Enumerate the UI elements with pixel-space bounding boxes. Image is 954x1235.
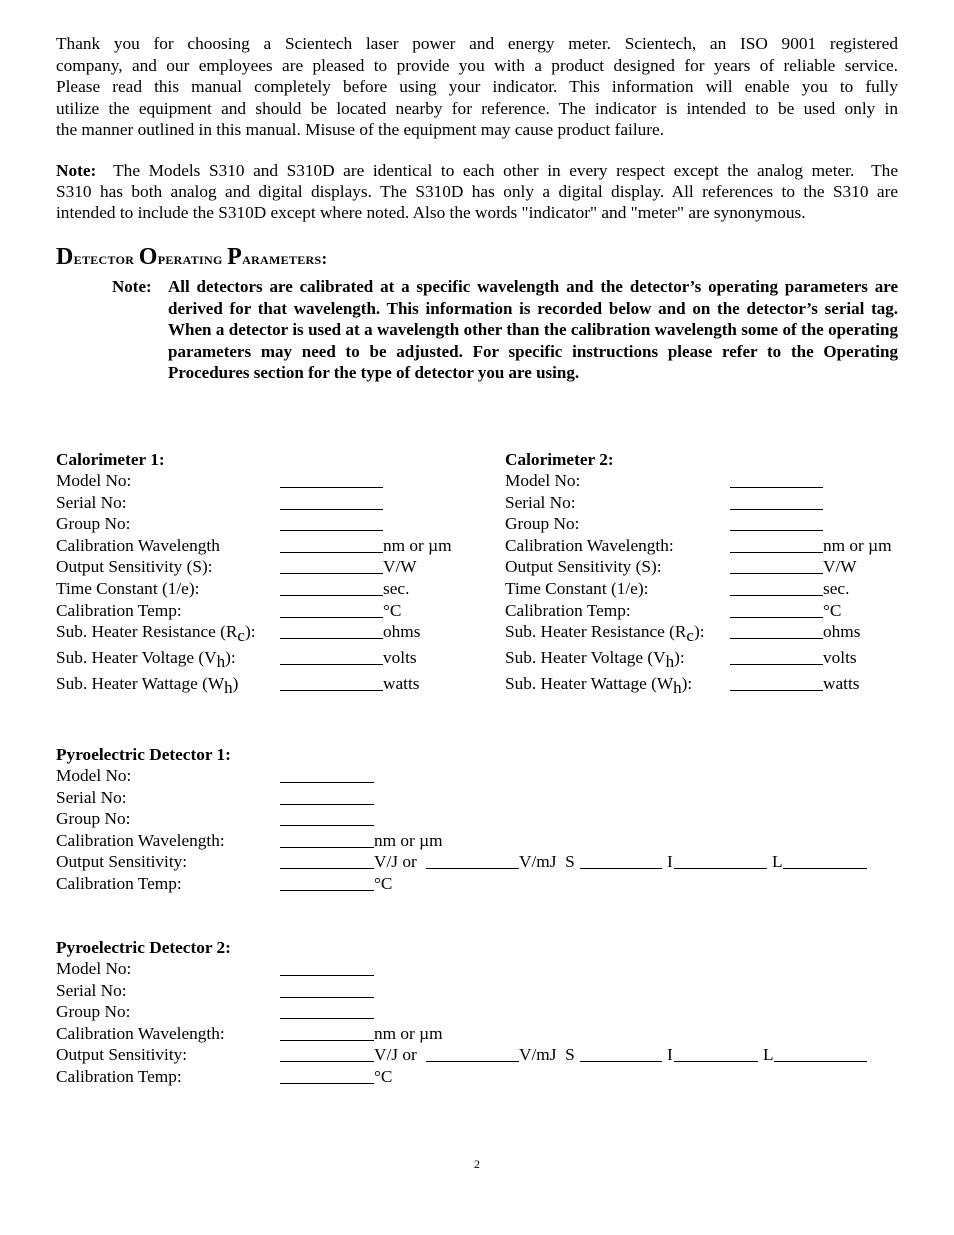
field-label: Serial No: xyxy=(56,493,127,512)
unit-label: watts xyxy=(823,674,860,693)
unit-label: V/J or xyxy=(374,1045,422,1064)
calibration-note xyxy=(112,276,898,384)
field-label: Time Constant (1/e): xyxy=(505,579,649,598)
note-line xyxy=(56,160,898,182)
intro-line: company, and our employees are pleased to provide you with a product designed for years of reliable service. xyxy=(56,56,898,75)
serial-field[interactable] xyxy=(280,788,374,805)
intro-line: Thank you for choosing a Scientech laser power and energy meter. Scientech, an ISO 9001 registered xyxy=(56,34,898,53)
unit-label: °C xyxy=(374,1067,393,1086)
field-label: Calibration Wavelength: xyxy=(56,831,225,850)
model-field[interactable] xyxy=(280,471,383,488)
field-label: Calibration Temp: xyxy=(505,601,631,620)
wattage-field[interactable] xyxy=(280,674,383,691)
unit-label: nm or µm xyxy=(383,536,452,555)
field-label: Serial No: xyxy=(56,981,127,1000)
field-label: Model No: xyxy=(505,471,581,490)
voltage-field[interactable] xyxy=(280,648,383,665)
unit-label: ohms xyxy=(823,622,861,641)
field-label: Group No: xyxy=(56,809,131,828)
field-label: Calibration Wavelength: xyxy=(505,536,674,555)
unit-label: V/W xyxy=(383,557,417,576)
vmj-field[interactable] xyxy=(426,852,519,869)
field-label: Calibration Wavelength xyxy=(56,536,220,555)
i-field[interactable] xyxy=(674,852,767,869)
vmj-field[interactable] xyxy=(426,1045,519,1062)
field-label: Calibration Temp: xyxy=(56,1067,182,1086)
unit-label: watts xyxy=(383,674,420,693)
wattage-field[interactable] xyxy=(730,674,823,691)
unit-label: nm or µm xyxy=(374,1024,443,1043)
resistance-field[interactable] xyxy=(730,622,823,639)
unit-label: V/mJ S xyxy=(519,852,575,871)
unit-label: °C xyxy=(823,601,842,620)
serial-field[interactable] xyxy=(280,493,383,510)
calibration-note-text: All detectors are calibrated at a specific wavelength and the detector’s operating parameters are derived for that wavelength. This information is recorded below and on the detector’s serial tag. When a detector is used at a wavelength other than the calibration wavelength some of the operating parameters may need to be adjusted. For specific instructions please refer to the Operating Procedures section for the type of detector you are using. xyxy=(168,277,898,383)
field-label: Calibration Wavelength: xyxy=(56,1024,225,1043)
l-field[interactable] xyxy=(783,852,867,869)
unit-label: ohms xyxy=(383,622,421,641)
time-constant-field[interactable] xyxy=(730,579,823,596)
temp-field[interactable] xyxy=(280,874,374,891)
voltage-field[interactable] xyxy=(730,648,823,665)
group-field[interactable] xyxy=(280,514,383,531)
intro-line: Please read this manual completely before using your indicator. This information will enable you to fully xyxy=(56,77,898,96)
field-label: Model No: xyxy=(56,766,132,785)
field-label: Model No: xyxy=(56,959,132,978)
unit-label: V/mJ S xyxy=(519,1045,575,1064)
field-label: Output Sensitivity (S): xyxy=(505,557,662,576)
wavelength-field[interactable] xyxy=(730,536,823,553)
field-label: Sub. Heater Resistance $(R_c)$: xyxy=(505,622,705,645)
field-label: Output Sensitivity (S): xyxy=(56,557,213,576)
field-label: Output Sensitivity: xyxy=(56,1045,188,1064)
page-number: 2 xyxy=(474,1157,480,1171)
unit-label: sec. xyxy=(383,579,410,598)
field-label: Group No: xyxy=(505,514,580,533)
unit-label: volts xyxy=(823,648,857,667)
vj-field[interactable] xyxy=(280,852,374,869)
section-heading: Detector Operating Parameters: xyxy=(56,244,328,270)
field-label: Sub. Heater Wattage $(W_h)$: xyxy=(505,674,693,697)
unit-label: °C xyxy=(374,874,393,893)
unit-label: nm or µm xyxy=(374,831,443,850)
i-field[interactable] xyxy=(674,1045,758,1062)
field-label: Group No: xyxy=(56,514,131,533)
note-line: S310 has both analog and digital displays. The S310D has only a digital display. All references to the S310 are xyxy=(56,182,898,201)
section-title: Pyroelectric Detector 1: xyxy=(56,745,231,764)
field-label: Sub. Heater Wattage $(W_h)$ xyxy=(56,674,239,697)
unit-label: sec. xyxy=(823,579,850,598)
resistance-field[interactable] xyxy=(280,622,383,639)
group-field[interactable] xyxy=(280,1002,374,1019)
model-field[interactable] xyxy=(280,766,374,783)
model-field[interactable] xyxy=(730,471,823,488)
field-label: Sub. Heater Voltage $(V_h)$: xyxy=(56,648,236,671)
wavelength-field[interactable] xyxy=(280,831,374,848)
unit-label: nm or µm xyxy=(823,536,892,555)
field-label: Output Sensitivity: xyxy=(56,852,188,871)
i-label: I xyxy=(667,1045,673,1064)
serial-field[interactable] xyxy=(730,493,823,510)
field-label: Sub. Heater Resistance $(R_c)$: xyxy=(56,622,256,645)
unit-label: volts xyxy=(383,648,417,667)
temp-field[interactable] xyxy=(730,601,823,618)
unit-label: V/J or xyxy=(374,852,422,871)
calibration-note-label: Note: xyxy=(112,277,152,296)
field-label: Model No: xyxy=(56,471,132,490)
temp-field[interactable] xyxy=(280,601,383,618)
field-label: Calibration Temp: xyxy=(56,601,182,620)
group-field[interactable] xyxy=(280,809,374,826)
wavelength-field[interactable] xyxy=(280,536,383,553)
time-constant-field[interactable] xyxy=(280,579,383,596)
group-field[interactable] xyxy=(730,514,823,531)
note-line: intended to include the S310D except where noted. Also the words "indicator" and "meter" are synonymous. xyxy=(56,203,806,222)
l-label: L xyxy=(772,852,783,871)
note-text: The Models S310 and S310D are identical to each other in every respect except the analog meter. The xyxy=(96,161,898,180)
unit-label: V/W xyxy=(823,557,857,576)
unit-label: °C xyxy=(383,601,402,620)
note-label: Note: xyxy=(56,161,97,180)
section-title: Calorimeter 1: xyxy=(56,450,165,469)
section-title: Pyroelectric Detector 2: xyxy=(56,938,231,957)
section-title: Calorimeter 2: xyxy=(505,450,614,469)
intro-line: the manner outlined in this manual. Misuse of the equipment may cause product failure. xyxy=(56,120,665,139)
field-label: Serial No: xyxy=(56,788,127,807)
s-field[interactable] xyxy=(580,1045,662,1062)
vj-field[interactable] xyxy=(280,1045,374,1062)
model-field[interactable] xyxy=(280,959,374,976)
sensitivity-field[interactable] xyxy=(730,557,823,574)
l-field[interactable] xyxy=(774,1045,867,1062)
temp-field[interactable] xyxy=(280,1067,374,1084)
i-label: I xyxy=(667,852,673,871)
serial-field[interactable] xyxy=(280,981,374,998)
sensitivity-field[interactable] xyxy=(280,557,383,574)
wavelength-field[interactable] xyxy=(280,1024,374,1041)
intro-line: utilize the equipment and should be located nearby for reference. The indicator is intended to be used only in xyxy=(56,99,898,118)
field-label: Group No: xyxy=(56,1002,131,1021)
field-label: Sub. Heater Voltage $(V_h)$: xyxy=(505,648,685,671)
field-label: Serial No: xyxy=(505,493,576,512)
field-label: Time Constant (1/e): xyxy=(56,579,200,598)
s-field[interactable] xyxy=(580,852,662,869)
l-label: L xyxy=(763,1045,774,1064)
field-label: Calibration Temp: xyxy=(56,874,182,893)
